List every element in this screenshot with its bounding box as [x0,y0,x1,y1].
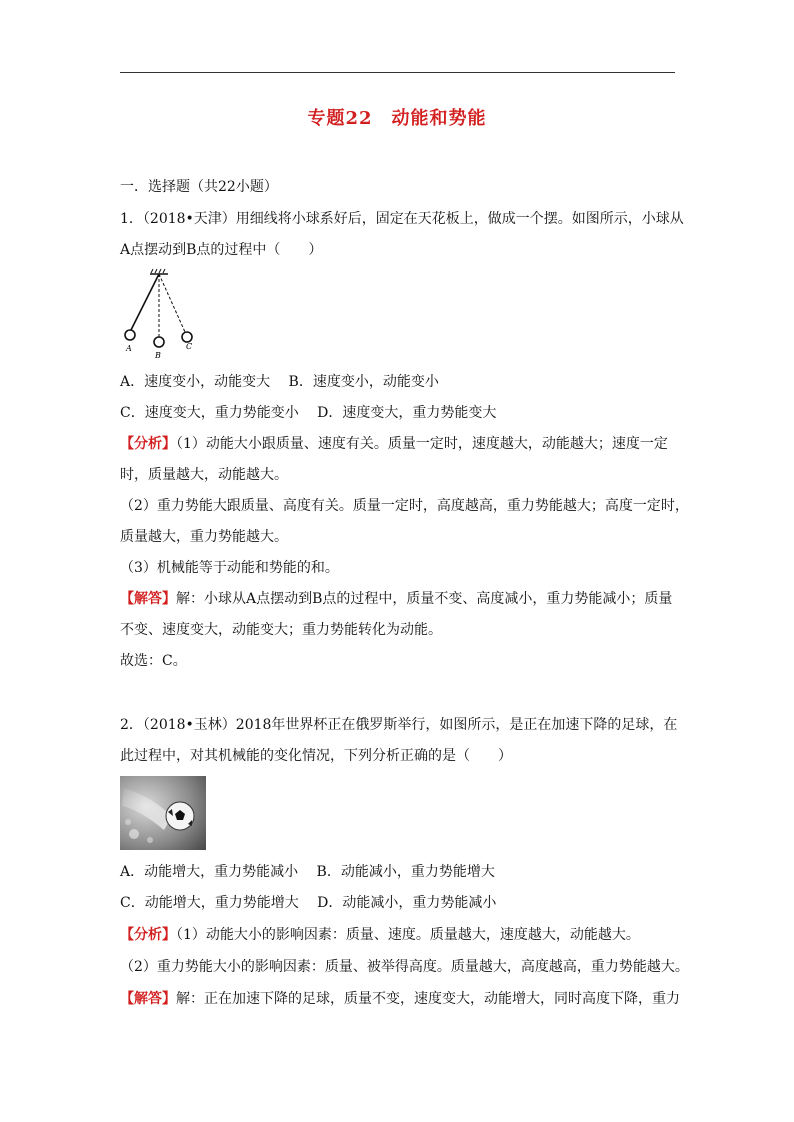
q2-analysis-line-2: （2）重力势能大小的影响因素：质量、被举得高度。质量越大，高度越高，重力势能越大。 [120,959,689,975]
q2-analysis-line-1: 【分析】（1）动能大小的影响因素：质量、速度。质量越大，速度越大，动能越大。 [120,927,640,943]
analysis-tag: 【分析】 [120,436,176,452]
q2-stem-line-1: 2．（2018•玉林）2018年世界杯正在俄罗斯举行，如图所示，是正在加速下降的足球，在 [120,717,678,733]
answer-tag: 【解答】 [120,991,176,1007]
q1-analysis-line-3: （2）重力势能大跟质量、高度有关。质量一定时，高度越高，重力势能越大；高度一定时， [120,498,689,514]
string-a [131,274,159,330]
q1-analysis-line-4: 质量越大，重力势能越大。 [120,529,288,545]
q1-analysis-line-2: 时，质量越大，动能越大。 [120,467,288,483]
pendulum-figure [118,268,204,360]
page-title: 专题22 动能和势能 [307,108,487,129]
q2-options-ab: A．动能增大，重力势能减小 B．动能减小，重力势能增大 [120,864,495,880]
q2-answer-line-1: 【解答】解：正在加速下降的足球，质量不变，速度变大，动能增大，同时高度下降，重力 [120,991,680,1007]
q1-analysis-line-1: 【分析】（1）动能大小跟质量、速度有关。质量一定时，速度越大，动能越大；速度一定 [120,436,668,452]
ball-a [125,330,135,340]
falling-football-photo [120,776,206,850]
q2-stem-line-2: 此过程中，对其机械能的变化情况，下列分析正确的是（ ） [120,748,512,764]
section-heading: 一．选择题（共22小题） [120,179,278,195]
answer-tag: 【解答】 [120,591,176,607]
ball-b [154,337,164,347]
header-rule [120,72,675,73]
string-c [159,274,185,332]
q1-analysis-line-5: （3）机械能等于动能和势能的和。 [120,560,339,576]
q1-answer-line-1: 【解答】解：小球从A点摆动到B点的过程中，质量不变、高度减小，重力势能减小；质量 [120,591,673,607]
q2-options-cd: C．动能增大，重力势能增大 D．动能减小，重力势能减小 [120,895,497,911]
analysis-tag: 【分析】 [120,927,176,943]
ceiling-mount [150,269,168,274]
q1-answer-line-2: 不变、速度变大，动能变大；重力势能转化为动能。 [120,622,442,638]
label-b: B [155,351,161,360]
q1-stem-line-1: 1．（2018•天津）用细线将小球系好后，固定在天花板上，做成一个摆。如图所示，小球从 [120,211,684,227]
ball-c [182,332,192,342]
label-a: A [126,344,132,353]
label-c: C [186,342,193,351]
q1-choice: 故选：C。 [120,653,187,669]
q1-options-cd: C．速度变大，重力势能变小 D．速度变大，重力势能变大 [120,405,497,421]
q1-stem-line-2: A点摆动到B点的过程中（ ） [120,242,323,258]
q1-options-ab: A．速度变小，动能变大 B．速度变小，动能变小 [120,374,439,390]
